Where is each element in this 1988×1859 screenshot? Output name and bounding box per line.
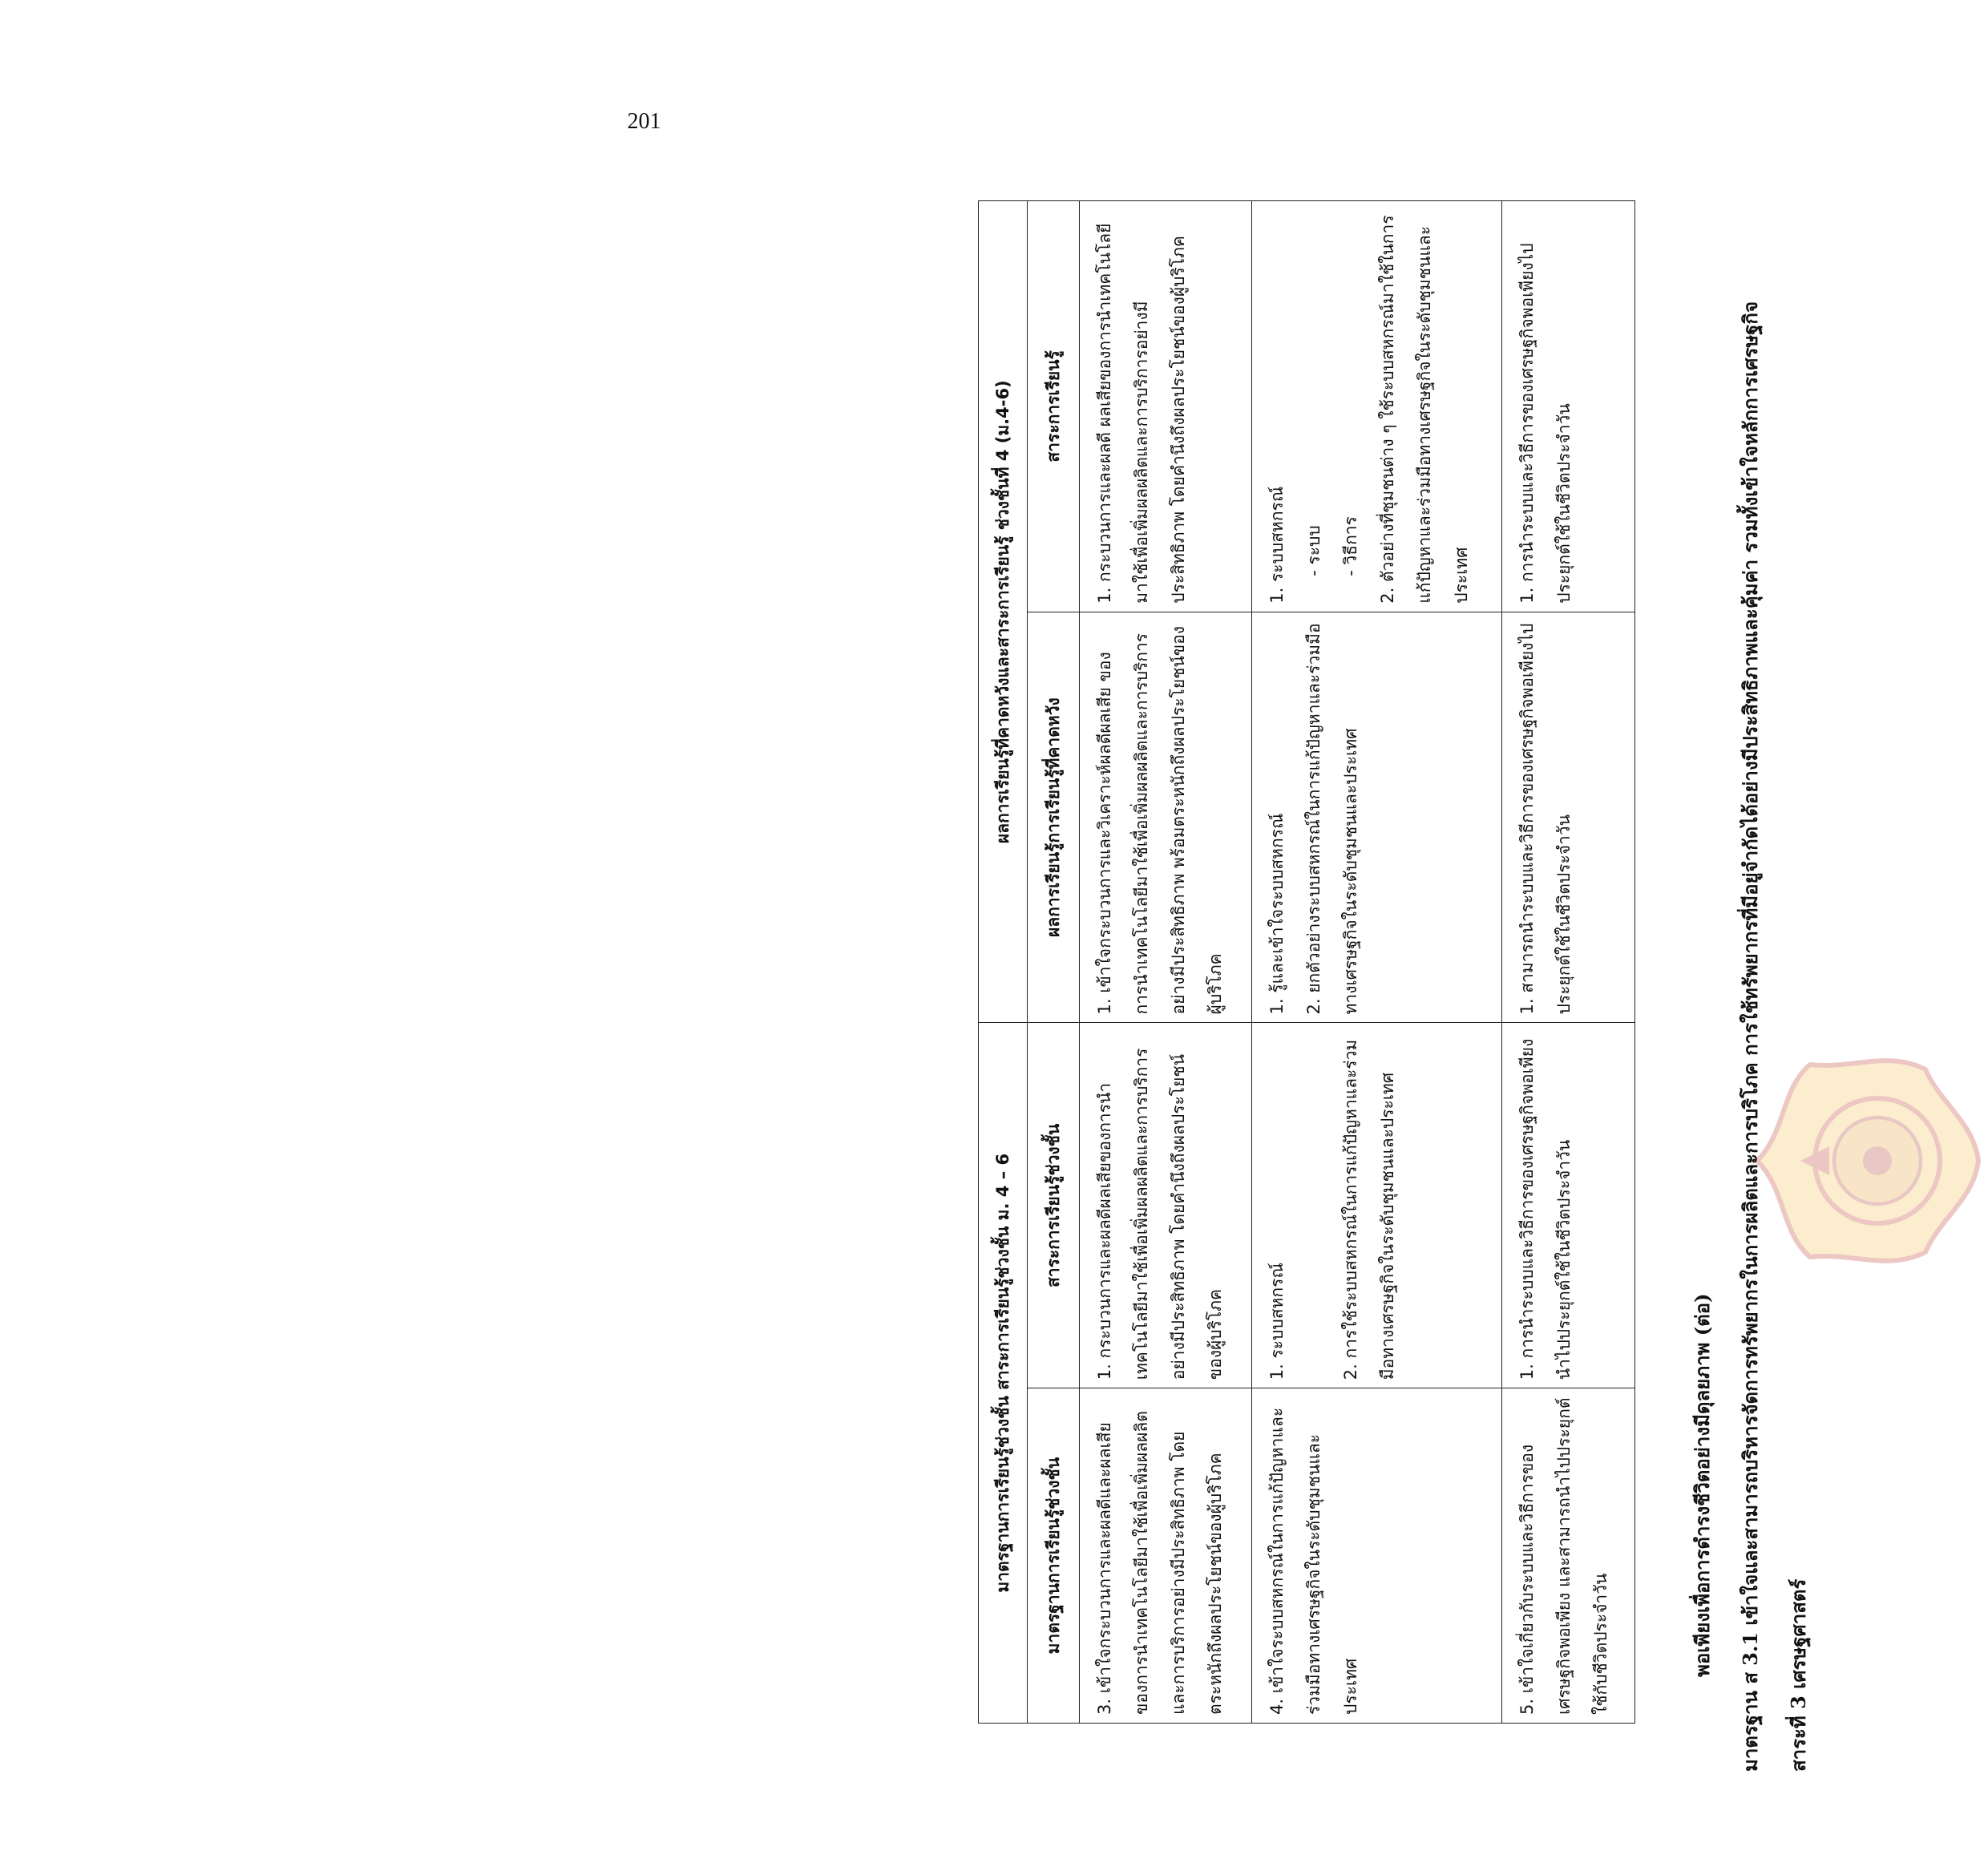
outcome-item: 1. รู้และเข้าใจระบบสหกรณ์ <box>1267 813 1287 1015</box>
cell-outcome <box>1251 612 1502 1023</box>
group-header-right: ผลการเรียนรู้ที่คาดหวังและสาระการเรียนรู้ ช่วงชั้นที่ 4 (ม.4-6) <box>979 201 1028 1023</box>
cell-standard: 4. เข้าใจระบบสหกรณ์ในการแก้ปัญหาและร่วมมือทางเศรษฐกิจในระดับชุมชนและประเทศ <box>1251 1388 1502 1724</box>
cell-outcome: 1. สามารถนำระบบและวิธีการของเศรษฐกิจพอเพียงไปประยุกต์ใช้ในชีวิตประจำวัน <box>1502 612 1635 1023</box>
learning-subitem: - วิธีการ <box>1340 516 1360 576</box>
cell-standard: 3. เข้าใจกระบวนการและผลดีและผลเสียของการนำเทคโนโลยีมาใช้เพื่อเพิ่มผลผลิตและการบริการอย่างมีประสิทธิภาพ โดยตระหนักถึงผลประโยชน์ของผู้บริโภค <box>1080 1388 1252 1724</box>
cell-content: 1. การนำระบบและวิธีการของเศรษฐกิจพอเพียงนำไปประยุกต์ใช้ในชีวิตประจำวัน <box>1502 1023 1635 1388</box>
strand-heading: สาระที่ 3 เศรษฐศาสตร์ <box>1787 1578 1810 1772</box>
standard-heading-continued: พอเพียงเพื่อการดำรงชีวิตอย่างมีดุลยภาพ (ต่อ) <box>1691 1293 1714 1677</box>
watermark-seal-icon <box>1748 1041 1988 1281</box>
cell-outcome: 1. เข้าใจกระบวนการและวิเคราะห์ผลดีผลเสีย ของการนำเทคโนโลยีมาใช้เพื่อเพิ่มผลผลิตและการบริการอย่างมีประสิทธิภาพ พร้อมตระหนักถึงผลประโยชน์ของผู้บริโภค <box>1080 612 1252 1023</box>
cell-content: 1. กระบวนการและผลดีผลเสียของการนำเทคโนโลยีมาใช้เพื่อเพิ่มผลผลิตและการบริการอย่างมีประสิทธิภาพ โดยคำนึงถึงผลประโยชน์ของผู้บริโภค <box>1080 1023 1252 1388</box>
group-header-left: มาตรฐานการเรียนรู้ช่วงชั้น สาระการเรียนรู้ช่วงชั้น ม. 4 – 6 <box>979 1023 1028 1724</box>
cell-content <box>1251 1023 1502 1388</box>
cell-learning: 1. กระบวนการและผลดี ผลเสียของการนำเทคโนโลยีมาใช้เพื่อเพิ่มผลผลิตและการบริการอย่างมีประสิทธิภาพ โดยคำนึงถึงผลประโยชน์ของผู้บริโภค <box>1080 201 1252 612</box>
cell-learning: 1. การนำระบบและวิธีการของเศรษฐกิจพอเพียงไปประยุกต์ใช้ในชีวิตประจำวัน <box>1502 201 1635 612</box>
col-header-outcome: ผลการเรียนรู้การเรียนรู้ที่คาดหวัง <box>1028 612 1080 1023</box>
standard-heading: มาตรฐาน ส 3.1 เข้าใจและสามารถบริหารจัดการทรัพยากรในการผลิตและการบริโภค การใช้ทรัพยากรที่มีอยู่จำกัดได้อย่างมีประสิทธิภาพและคุ้มค่า รวมทั้งเข้าใจหลักการเศรษฐกิจ <box>1739 301 1762 1772</box>
col-header-learning: สาระการเรียนรู้ <box>1028 201 1080 612</box>
learning-item: 1. ระบบสหกรณ์ <box>1267 486 1287 604</box>
rotated-page-content <box>978 200 1812 1772</box>
learning-subitem: - ระบบ <box>1303 525 1323 576</box>
col-header-standard: มาตรฐานการเรียนรู้ช่วงชั้น <box>1028 1388 1080 1724</box>
table-row <box>1502 201 1635 1724</box>
table-row <box>1080 201 1252 1724</box>
curriculum-table <box>978 200 1635 1724</box>
learning-item: 2. ตัวอย่างที่ชุมชนต่าง ๆ ใช้ระบบสหกรณ์มาใช้ในการแก้ปัญหาและร่วมมือทางเศรษฐกิจในระดับชุมชนและประเทศ <box>1377 215 1471 604</box>
cell-standard: 5. เข้าใจเกี่ยวกับระบบและวิธีการของเศรษฐกิจพอเพียง และสามารถนำไปประยุกต์ใช้กับชีวิตประจำวัน <box>1502 1388 1635 1724</box>
outcome-item: 2. ยกตัวอย่างระบบสหกรณ์ในการแก้ปัญหาและร่วมมือทางเศรษฐกิจในระดับชุมชนและประเทศ <box>1303 623 1360 1015</box>
table-row <box>1251 201 1502 1724</box>
content-item: 1. ระบบสหกรณ์ <box>1267 1263 1287 1380</box>
page-number: 201 <box>627 109 661 134</box>
col-header-content: สาระการเรียนรู้ช่วงชั้น <box>1028 1023 1080 1388</box>
content-item: 2. การใช้ระบบสหกรณ์ในการแก้ปัญหาและร่วมมือทางเศรษฐกิจในระดับชุมชนและประเทศ <box>1340 1039 1397 1380</box>
cell-learning <box>1251 201 1502 612</box>
